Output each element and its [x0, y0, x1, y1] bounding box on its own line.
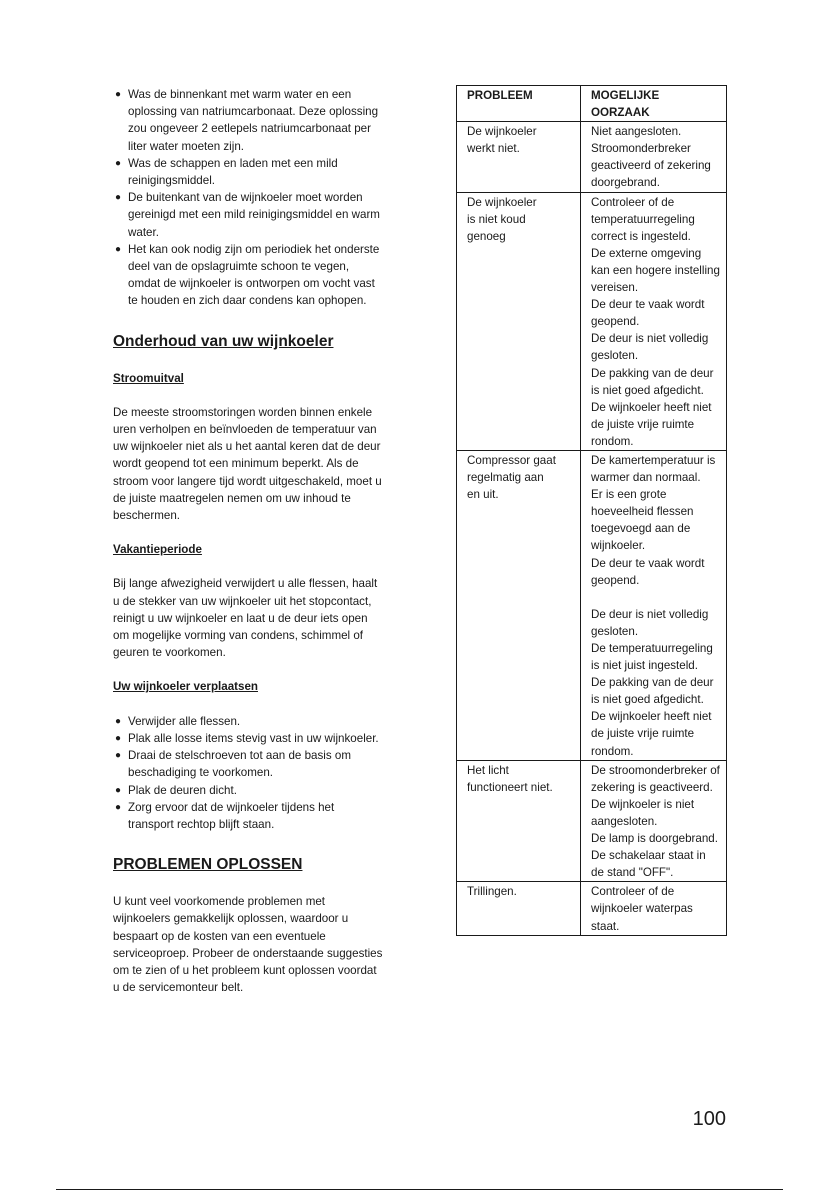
bullet-icon: ●: [115, 784, 122, 796]
problem-text: en uit.: [467, 488, 499, 502]
problem-cell: [457, 882, 581, 935]
problem-text: Het licht: [467, 763, 509, 777]
table-row: [457, 760, 727, 882]
problem-text: Compressor gaat: [467, 453, 556, 467]
troubleshooting-text: U kunt veel voorkomende problemen met wijnkoelers gemakkelijk oplossen, waardoor u bespaart op de kosten van een eventuele serviceoproep. Probeer de onderstaande suggesties om te zien of u het probleem kunt oplossen voordat u de servicemonteur belt.: [113, 895, 383, 995]
table-row: [457, 882, 727, 935]
cause-text: De wijnkoeler heeft niet de juiste vrije ruimte rondom.: [591, 400, 712, 448]
vacation-text: Bij lange afwezigheid verwijdert u alle flessen, haalt u de stekker van uw wijnkoeler uit het stopcontact, reinigt u uw wijnkoeler en laat u de deur iets open om mogelijke vorming van condens, schimmel of geuren te voorkomen.: [113, 577, 378, 660]
table-row: [457, 450, 727, 760]
moving-heading: Uw wijnkoeler verplaatsen: [113, 680, 258, 694]
cause-cell: [581, 122, 727, 192]
table-row: [457, 122, 727, 192]
troubleshooting-heading: PROBLEMEN OPLOSSEN: [113, 856, 303, 874]
cause-text: De deur te vaak wordt geopend.: [591, 298, 705, 329]
cause-text: De wijnkoeler heeft niet de juiste vrije ruimte rondom.: [591, 710, 712, 758]
cause-cell: [581, 760, 727, 882]
cause-text: De pakking van de deur is niet goed afgedicht.: [591, 366, 714, 397]
problem-text: is niet koud: [467, 212, 526, 226]
cause-cell: [581, 882, 727, 935]
power-outage-text: De meeste stroomstoringen worden binnen enkele uren verholpen en beïnvloeden de temperatuur van uw wijnkoeler niet als u het aantal keren dat de deur wordt geopend tot een minimum beperkt. Als de stroom voor langere tijd wordt uitgeschakeld, moet u de juiste maatregelen nemen om uw inhoud te beschermen.: [113, 405, 382, 523]
list-item: ● Zorg ervoor dat de wijnkoeler tijdens het transport rechtop blijft staan.: [115, 800, 335, 831]
problem-text: De wijnkoeler: [467, 195, 537, 209]
bullet-icon: ●: [115, 801, 122, 813]
cause-spacer: [591, 589, 720, 606]
cause-text: De kamertemperatuur is warmer dan normaal.: [591, 453, 716, 485]
column-header-cause: MOGELIJKE OORZAAK: [581, 86, 727, 122]
troubleshooting-table: [456, 85, 727, 936]
problem-text: De wijnkoeler: [467, 125, 537, 139]
list-item: ● Was de binnenkant met warm water en een oplossing van natriumcarbonaat. Deze oplossing zou ongeveer 2 eetlepels natriumcarbonaat per liter water moeten zijn.: [115, 88, 379, 153]
table-header-row: [457, 86, 727, 122]
cause-text: De wijnkoeler is niet aangesloten.: [591, 797, 695, 828]
cause-text: Controleer of de temperatuurregeling correct is ingesteld.: [591, 195, 695, 243]
cause-text: De lamp is doorgebrand.: [591, 832, 718, 846]
bullet-icon: ●: [115, 192, 122, 204]
power-outage-heading: Stroomuitval: [113, 371, 184, 385]
list-item: ● Was de schappen en laden met een mild reinigingsmiddel.: [115, 156, 338, 188]
left-column: [113, 86, 383, 996]
table-body: [457, 122, 727, 935]
problem-cell: [457, 450, 581, 760]
bullet-icon: ●: [115, 715, 122, 727]
moving-list: [113, 713, 383, 833]
problem-cell: [457, 122, 581, 192]
table-row: [457, 192, 727, 450]
footer-divider: [56, 1189, 783, 1190]
problem-text: regelmatig aan: [467, 471, 544, 485]
list-item: ● Verwijder alle flessen.: [113, 713, 383, 730]
bullet-icon: ●: [115, 243, 122, 255]
bullet-icon: ●: [115, 89, 122, 100]
problem-text: functioneert niet.: [467, 780, 553, 794]
maintenance-heading: Onderhoud van uw wijnkoeler: [113, 332, 334, 350]
list-item: ● Draai de stelschroeven tot aan de basis om beschadiging te voorkomen.: [115, 749, 351, 780]
cause-text: Controleer of de wijnkoeler waterpas staat.: [591, 885, 693, 933]
cause-cell: [581, 192, 727, 450]
cause-text: De deur te vaak wordt geopend.: [591, 556, 705, 587]
cause-text: De deur is niet volledig gesloten.: [591, 332, 709, 363]
vacation-heading: Vakantieperiode: [113, 543, 202, 557]
page-number: 100: [692, 1108, 726, 1130]
cause-text: De pakking van de deur is niet goed afgedicht.: [591, 676, 714, 707]
bullet-icon: ●: [115, 732, 122, 744]
cause-text: De deur is niet volledig gesloten.: [591, 607, 709, 638]
list-item: ● Plak de deuren dicht.: [113, 782, 383, 799]
bullet-icon: ●: [115, 750, 122, 762]
problem-cell: [457, 760, 581, 882]
problem-text: genoeg: [467, 229, 506, 243]
problem-cell: [457, 192, 581, 450]
cause-text: De temperatuurregeling is niet juist ingesteld.: [591, 642, 713, 673]
list-item: ● De buitenkant van de wijnkoeler moet worden gereinigd met een mild reinigingsmiddel en warm water.: [115, 191, 380, 239]
list-item: ● Plak alle losse items stevig vast in uw wijnkoeler.: [113, 730, 383, 747]
list-item: ● Het kan ook nodig zijn om periodiek het onderste deel van de opslagruimte schoon te vegen, omdat de wijnkoeler is ontworpen om vocht vast te houden en zich daar condens kan ophopen.: [115, 242, 380, 308]
cause-cell: [581, 450, 727, 760]
cause-text: Er is een grote hoeveelheid flessen toegevoegd aan de wijnkoeler.: [591, 488, 694, 553]
problem-text: Trillingen.: [467, 885, 517, 899]
problem-text: werkt niet.: [467, 142, 520, 156]
cause-text: De schakelaar staat in de stand "OFF".: [591, 849, 706, 880]
cleaning-list: [113, 86, 383, 310]
cause-text: Stroomonderbreker geactiveerd of zekering doorgebrand.: [591, 142, 711, 190]
bullet-icon: ●: [115, 157, 122, 169]
cause-text: De stroomonderbreker of zekering is geactiveerd.: [591, 763, 720, 794]
column-header-problem: PROBLEEM: [457, 86, 581, 122]
cause-text: Niet aangesloten.: [591, 125, 682, 139]
cause-text: De externe omgeving kan een hogere instelling vereisen.: [591, 246, 720, 295]
